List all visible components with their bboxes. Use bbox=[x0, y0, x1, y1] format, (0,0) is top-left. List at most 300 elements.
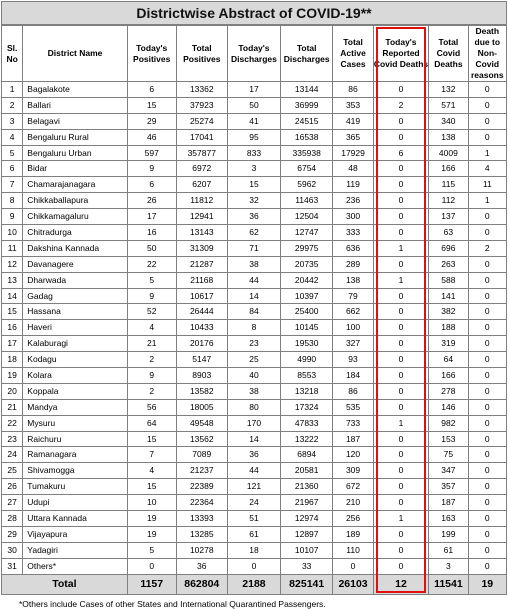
cell-total-deaths: 115 bbox=[429, 177, 468, 193]
table-row bbox=[2, 161, 507, 177]
cell-active-cases: 289 bbox=[333, 256, 373, 272]
cell-total-discharges: 5962 bbox=[281, 177, 333, 193]
cell-active-cases: 662 bbox=[333, 304, 373, 320]
cell-total-discharges: 20735 bbox=[281, 256, 333, 272]
cell-today-deaths: 6 bbox=[373, 145, 428, 161]
cell-total-discharges: 4990 bbox=[281, 352, 333, 368]
cell-today-discharges: 41 bbox=[227, 113, 280, 129]
cell-total-deaths: 571 bbox=[429, 97, 468, 113]
cell-non-covid-deaths: 1 bbox=[468, 193, 506, 209]
table-row bbox=[2, 256, 507, 272]
cell-district: Belagavi bbox=[23, 113, 127, 129]
cell-total-discharges: 13144 bbox=[281, 82, 333, 98]
cell-today-deaths: 1 bbox=[373, 415, 428, 431]
cell-today-positives: 46 bbox=[127, 129, 176, 145]
cell-sl: 24 bbox=[2, 447, 23, 463]
table-body bbox=[2, 82, 507, 575]
header-total-deaths: Total Covid Deaths bbox=[429, 26, 468, 82]
cell-total-deaths: 166 bbox=[429, 161, 468, 177]
cell-total-discharges: 6894 bbox=[281, 447, 333, 463]
header-today-discharges: Today's Discharges bbox=[227, 26, 280, 82]
table-row bbox=[2, 352, 507, 368]
cell-district: Bengaluru Urban bbox=[23, 145, 127, 161]
table-row bbox=[2, 383, 507, 399]
cell-total-positives: 22389 bbox=[176, 479, 227, 495]
cell-sl: 1 bbox=[2, 82, 23, 98]
cell-active-cases: 365 bbox=[333, 129, 373, 145]
cell-total-discharges: 25400 bbox=[281, 304, 333, 320]
cell-non-covid-deaths: 0 bbox=[468, 526, 506, 542]
cell-today-discharges: 14 bbox=[227, 288, 280, 304]
cell-sl: 20 bbox=[2, 383, 23, 399]
cell-today-positives: 15 bbox=[127, 479, 176, 495]
cell-sl: 31 bbox=[2, 558, 23, 574]
header-row bbox=[2, 26, 507, 82]
cell-total-discharges: 335938 bbox=[281, 145, 333, 161]
cell-total-deaths: 382 bbox=[429, 304, 468, 320]
cell-today-deaths: 0 bbox=[373, 209, 428, 225]
cell-active-cases: 119 bbox=[333, 177, 373, 193]
total-label: Total bbox=[2, 574, 128, 594]
cell-district: Kodagu bbox=[23, 352, 127, 368]
cell-total-deaths: 3 bbox=[429, 558, 468, 574]
cell-active-cases: 86 bbox=[333, 82, 373, 98]
cell-non-covid-deaths: 0 bbox=[468, 495, 506, 511]
cell-total-positives: 357877 bbox=[176, 145, 227, 161]
cell-today-discharges: 0 bbox=[227, 558, 280, 574]
cell-non-covid-deaths: 0 bbox=[468, 352, 506, 368]
table-row bbox=[2, 225, 507, 241]
cell-non-covid-deaths: 0 bbox=[468, 129, 506, 145]
cell-today-positives: 9 bbox=[127, 288, 176, 304]
cell-today-deaths: 0 bbox=[373, 320, 428, 336]
cell-active-cases: 333 bbox=[333, 225, 373, 241]
cell-active-cases: 93 bbox=[333, 352, 373, 368]
cell-non-covid-deaths: 0 bbox=[468, 463, 506, 479]
cell-total-deaths: 146 bbox=[429, 399, 468, 415]
cell-total-deaths: 263 bbox=[429, 256, 468, 272]
cell-total-positives: 21237 bbox=[176, 463, 227, 479]
cell-today-discharges: 36 bbox=[227, 447, 280, 463]
cell-today-deaths: 0 bbox=[373, 447, 428, 463]
cell-today-discharges: 95 bbox=[227, 129, 280, 145]
cell-today-positives: 0 bbox=[127, 558, 176, 574]
cell-active-cases: 210 bbox=[333, 495, 373, 511]
cell-total-discharges: 10145 bbox=[281, 320, 333, 336]
cell-non-covid-deaths: 0 bbox=[468, 288, 506, 304]
cell-sl: 22 bbox=[2, 415, 23, 431]
cell-non-covid-deaths: 0 bbox=[468, 558, 506, 574]
cell-today-deaths: 0 bbox=[373, 82, 428, 98]
cell-non-covid-deaths: 0 bbox=[468, 383, 506, 399]
cell-today-discharges: 84 bbox=[227, 304, 280, 320]
cell-total-discharges: 12747 bbox=[281, 225, 333, 241]
cell-district: Haveri bbox=[23, 320, 127, 336]
cell-district: Chamarajanagara bbox=[23, 177, 127, 193]
cell-today-deaths: 0 bbox=[373, 479, 428, 495]
cell-district: Chikkamagaluru bbox=[23, 209, 127, 225]
cell-today-discharges: 833 bbox=[227, 145, 280, 161]
total-row bbox=[2, 574, 507, 594]
cell-total-deaths: 112 bbox=[429, 193, 468, 209]
cell-total-discharges: 10107 bbox=[281, 542, 333, 558]
cell-today-discharges: 14 bbox=[227, 431, 280, 447]
cell-total-discharges: 21360 bbox=[281, 479, 333, 495]
cell-active-cases: 0 bbox=[333, 558, 373, 574]
cell-non-covid-deaths: 0 bbox=[468, 304, 506, 320]
cell-sl: 17 bbox=[2, 336, 23, 352]
cell-total-discharges: 16538 bbox=[281, 129, 333, 145]
cell-total-positives: 36 bbox=[176, 558, 227, 574]
cell-today-positives: 2 bbox=[127, 383, 176, 399]
table-row bbox=[2, 320, 507, 336]
cell-today-discharges: 170 bbox=[227, 415, 280, 431]
cell-district: Koppala bbox=[23, 383, 127, 399]
cell-non-covid-deaths: 0 bbox=[468, 447, 506, 463]
cell-total-deaths: 141 bbox=[429, 288, 468, 304]
cell-total-positives: 8903 bbox=[176, 368, 227, 384]
cell-total-deaths: 340 bbox=[429, 113, 468, 129]
cell-total-discharges: 24515 bbox=[281, 113, 333, 129]
cell-today-discharges: 18 bbox=[227, 542, 280, 558]
cell-total-deaths: 75 bbox=[429, 447, 468, 463]
cell-total-deaths: 982 bbox=[429, 415, 468, 431]
cell-today-deaths: 0 bbox=[373, 383, 428, 399]
cell-total-positives: 5147 bbox=[176, 352, 227, 368]
cell-non-covid-deaths: 0 bbox=[468, 272, 506, 288]
cell-total-discharges: 12974 bbox=[281, 511, 333, 527]
cell-non-covid-deaths: 0 bbox=[468, 82, 506, 98]
table-row bbox=[2, 129, 507, 145]
cell-today-positives: 50 bbox=[127, 240, 176, 256]
cell-today-deaths: 1 bbox=[373, 272, 428, 288]
cell-non-covid-deaths: 0 bbox=[468, 542, 506, 558]
table-row bbox=[2, 368, 507, 384]
cell-today-deaths: 0 bbox=[373, 352, 428, 368]
cell-total-positives: 22364 bbox=[176, 495, 227, 511]
cell-today-positives: 9 bbox=[127, 368, 176, 384]
footnote: *Others include Cases of other States and International Quarantined Passengers. bbox=[19, 598, 326, 609]
cell-today-deaths: 0 bbox=[373, 177, 428, 193]
cell-active-cases: 236 bbox=[333, 193, 373, 209]
cell-total-deaths: 61 bbox=[429, 542, 468, 558]
cell-total-positives: 10617 bbox=[176, 288, 227, 304]
header-total-positives: Total Positives bbox=[176, 26, 227, 82]
total-non-covid-deaths: 19 bbox=[468, 574, 506, 594]
cell-today-deaths: 0 bbox=[373, 336, 428, 352]
table-row bbox=[2, 82, 507, 98]
cell-total-deaths: 188 bbox=[429, 320, 468, 336]
cell-total-positives: 6972 bbox=[176, 161, 227, 177]
cell-total-discharges: 13218 bbox=[281, 383, 333, 399]
table-row bbox=[2, 447, 507, 463]
cell-total-deaths: 166 bbox=[429, 368, 468, 384]
cell-active-cases: 138 bbox=[333, 272, 373, 288]
total-active-cases: 26103 bbox=[333, 574, 373, 594]
cell-sl: 23 bbox=[2, 431, 23, 447]
cell-today-positives: 19 bbox=[127, 526, 176, 542]
cell-active-cases: 120 bbox=[333, 447, 373, 463]
cell-district: Uttara Kannada bbox=[23, 511, 127, 527]
cell-district: Mysuru bbox=[23, 415, 127, 431]
table-row bbox=[2, 558, 507, 574]
total-today-discharges: 2188 bbox=[227, 574, 280, 594]
cell-active-cases: 353 bbox=[333, 97, 373, 113]
cell-today-deaths: 1 bbox=[373, 511, 428, 527]
table-row bbox=[2, 272, 507, 288]
cell-total-deaths: 278 bbox=[429, 383, 468, 399]
cell-today-discharges: 25 bbox=[227, 352, 280, 368]
header-sl: Sl. No bbox=[2, 26, 23, 82]
cell-district: Others* bbox=[23, 558, 127, 574]
cell-today-discharges: 8 bbox=[227, 320, 280, 336]
cell-district: Davanagere bbox=[23, 256, 127, 272]
cell-today-positives: 7 bbox=[127, 447, 176, 463]
cell-active-cases: 327 bbox=[333, 336, 373, 352]
cell-today-positives: 5 bbox=[127, 542, 176, 558]
cell-total-deaths: 187 bbox=[429, 495, 468, 511]
cell-today-positives: 9 bbox=[127, 161, 176, 177]
cell-total-positives: 25274 bbox=[176, 113, 227, 129]
cell-sl: 26 bbox=[2, 479, 23, 495]
cell-district: Udupi bbox=[23, 495, 127, 511]
cell-total-discharges: 12897 bbox=[281, 526, 333, 542]
table-row bbox=[2, 511, 507, 527]
cell-total-discharges: 21967 bbox=[281, 495, 333, 511]
cell-active-cases: 100 bbox=[333, 320, 373, 336]
cell-today-deaths: 0 bbox=[373, 304, 428, 320]
cell-total-deaths: 64 bbox=[429, 352, 468, 368]
cell-non-covid-deaths: 0 bbox=[468, 511, 506, 527]
cell-sl: 11 bbox=[2, 240, 23, 256]
cell-total-deaths: 163 bbox=[429, 511, 468, 527]
cell-total-deaths: 357 bbox=[429, 479, 468, 495]
cell-today-discharges: 3 bbox=[227, 161, 280, 177]
table-row bbox=[2, 113, 507, 129]
cell-district: Dakshina Kannada bbox=[23, 240, 127, 256]
cell-total-discharges: 33 bbox=[281, 558, 333, 574]
cell-non-covid-deaths: 0 bbox=[468, 97, 506, 113]
cell-total-discharges: 19530 bbox=[281, 336, 333, 352]
cell-sl: 9 bbox=[2, 209, 23, 225]
cell-non-covid-deaths: 2 bbox=[468, 240, 506, 256]
cell-today-discharges: 62 bbox=[227, 225, 280, 241]
cell-today-discharges: 51 bbox=[227, 511, 280, 527]
table-row bbox=[2, 304, 507, 320]
cell-total-positives: 20176 bbox=[176, 336, 227, 352]
cell-sl: 21 bbox=[2, 399, 23, 415]
cell-sl: 5 bbox=[2, 145, 23, 161]
cell-non-covid-deaths: 0 bbox=[468, 209, 506, 225]
cell-district: Chikkaballapura bbox=[23, 193, 127, 209]
cell-today-positives: 6 bbox=[127, 82, 176, 98]
cell-total-positives: 37923 bbox=[176, 97, 227, 113]
cell-today-deaths: 0 bbox=[373, 463, 428, 479]
cell-today-deaths: 0 bbox=[373, 495, 428, 511]
cell-active-cases: 636 bbox=[333, 240, 373, 256]
cell-total-positives: 18005 bbox=[176, 399, 227, 415]
cell-total-positives: 10278 bbox=[176, 542, 227, 558]
cell-today-positives: 26 bbox=[127, 193, 176, 209]
cell-total-positives: 21168 bbox=[176, 272, 227, 288]
table-row bbox=[2, 145, 507, 161]
covid-abstract bbox=[1, 1, 507, 609]
table-row bbox=[2, 526, 507, 542]
cell-total-deaths: 696 bbox=[429, 240, 468, 256]
table-row bbox=[2, 288, 507, 304]
cell-sl: 19 bbox=[2, 368, 23, 384]
cell-non-covid-deaths: 1 bbox=[468, 145, 506, 161]
cell-total-deaths: 63 bbox=[429, 225, 468, 241]
cell-total-deaths: 4009 bbox=[429, 145, 468, 161]
cell-sl: 14 bbox=[2, 288, 23, 304]
cell-total-deaths: 347 bbox=[429, 463, 468, 479]
cell-total-discharges: 17324 bbox=[281, 399, 333, 415]
cell-total-discharges: 20442 bbox=[281, 272, 333, 288]
cell-non-covid-deaths: 0 bbox=[468, 225, 506, 241]
table-row bbox=[2, 495, 507, 511]
cell-active-cases: 672 bbox=[333, 479, 373, 495]
cell-sl: 13 bbox=[2, 272, 23, 288]
cell-total-positives: 13393 bbox=[176, 511, 227, 527]
cell-today-deaths: 0 bbox=[373, 542, 428, 558]
table-row bbox=[2, 431, 507, 447]
cell-today-discharges: 23 bbox=[227, 336, 280, 352]
cell-total-positives: 26444 bbox=[176, 304, 227, 320]
cell-today-positives: 56 bbox=[127, 399, 176, 415]
cell-sl: 4 bbox=[2, 129, 23, 145]
cell-today-discharges: 24 bbox=[227, 495, 280, 511]
cell-today-discharges: 121 bbox=[227, 479, 280, 495]
table-row bbox=[2, 209, 507, 225]
cell-district: Shivamogga bbox=[23, 463, 127, 479]
table-row bbox=[2, 97, 507, 113]
cell-today-deaths: 0 bbox=[373, 161, 428, 177]
cell-total-positives: 49548 bbox=[176, 415, 227, 431]
cell-district: Vijayapura bbox=[23, 526, 127, 542]
cell-district: Tumakuru bbox=[23, 479, 127, 495]
cell-total-positives: 13562 bbox=[176, 431, 227, 447]
cell-sl: 28 bbox=[2, 511, 23, 527]
table-row bbox=[2, 415, 507, 431]
cell-non-covid-deaths: 0 bbox=[468, 431, 506, 447]
cell-district: Bengaluru Rural bbox=[23, 129, 127, 145]
cell-district: Yadagiri bbox=[23, 542, 127, 558]
cell-sl: 18 bbox=[2, 352, 23, 368]
cell-total-discharges: 11463 bbox=[281, 193, 333, 209]
cell-today-positives: 15 bbox=[127, 431, 176, 447]
cell-today-positives: 4 bbox=[127, 463, 176, 479]
cell-active-cases: 309 bbox=[333, 463, 373, 479]
cell-district: Gadag bbox=[23, 288, 127, 304]
cell-non-covid-deaths: 11 bbox=[468, 177, 506, 193]
total-today-positives: 1157 bbox=[127, 574, 176, 594]
cell-today-discharges: 32 bbox=[227, 193, 280, 209]
cell-sl: 3 bbox=[2, 113, 23, 129]
table-row bbox=[2, 479, 507, 495]
cell-district: Kalaburagi bbox=[23, 336, 127, 352]
cell-today-positives: 10 bbox=[127, 495, 176, 511]
cell-total-positives: 13582 bbox=[176, 383, 227, 399]
cell-today-discharges: 38 bbox=[227, 383, 280, 399]
cell-active-cases: 187 bbox=[333, 431, 373, 447]
cell-total-positives: 10433 bbox=[176, 320, 227, 336]
cell-sl: 27 bbox=[2, 495, 23, 511]
cell-today-discharges: 80 bbox=[227, 399, 280, 415]
cell-active-cases: 256 bbox=[333, 511, 373, 527]
cell-sl: 15 bbox=[2, 304, 23, 320]
cell-active-cases: 535 bbox=[333, 399, 373, 415]
cell-sl: 10 bbox=[2, 225, 23, 241]
cell-district: Bagalakote bbox=[23, 82, 127, 98]
cell-non-covid-deaths: 0 bbox=[468, 256, 506, 272]
cell-today-positives: 597 bbox=[127, 145, 176, 161]
table-row bbox=[2, 193, 507, 209]
cell-total-positives: 21287 bbox=[176, 256, 227, 272]
cell-active-cases: 86 bbox=[333, 383, 373, 399]
cell-district: Raichuru bbox=[23, 431, 127, 447]
cell-today-deaths: 0 bbox=[373, 558, 428, 574]
total-discharges: 825141 bbox=[281, 574, 333, 594]
table-row bbox=[2, 336, 507, 352]
cell-total-discharges: 8553 bbox=[281, 368, 333, 384]
cell-total-discharges: 13222 bbox=[281, 431, 333, 447]
cell-active-cases: 189 bbox=[333, 526, 373, 542]
cell-today-deaths: 0 bbox=[373, 129, 428, 145]
cell-today-discharges: 50 bbox=[227, 97, 280, 113]
cell-sl: 12 bbox=[2, 256, 23, 272]
cell-today-deaths: 0 bbox=[373, 256, 428, 272]
cell-today-positives: 4 bbox=[127, 320, 176, 336]
cell-total-positives: 31309 bbox=[176, 240, 227, 256]
header-active-cases: Total Active Cases bbox=[333, 26, 373, 82]
cell-total-positives: 6207 bbox=[176, 177, 227, 193]
cell-total-positives: 17041 bbox=[176, 129, 227, 145]
cell-today-positives: 22 bbox=[127, 256, 176, 272]
cell-total-deaths: 137 bbox=[429, 209, 468, 225]
cell-non-covid-deaths: 4 bbox=[468, 161, 506, 177]
cell-today-positives: 5 bbox=[127, 272, 176, 288]
cell-today-deaths: 2 bbox=[373, 97, 428, 113]
cell-today-discharges: 44 bbox=[227, 272, 280, 288]
cell-today-positives: 29 bbox=[127, 113, 176, 129]
cell-district: Kolara bbox=[23, 368, 127, 384]
cell-total-discharges: 12504 bbox=[281, 209, 333, 225]
cell-total-discharges: 10397 bbox=[281, 288, 333, 304]
cell-sl: 16 bbox=[2, 320, 23, 336]
cell-non-covid-deaths: 0 bbox=[468, 336, 506, 352]
cell-today-deaths: 0 bbox=[373, 113, 428, 129]
cell-sl: 25 bbox=[2, 463, 23, 479]
district-table bbox=[1, 25, 507, 595]
cell-total-deaths: 319 bbox=[429, 336, 468, 352]
cell-non-covid-deaths: 0 bbox=[468, 415, 506, 431]
cell-total-positives: 13362 bbox=[176, 82, 227, 98]
cell-total-positives: 11812 bbox=[176, 193, 227, 209]
cell-today-positives: 21 bbox=[127, 336, 176, 352]
cell-today-deaths: 0 bbox=[373, 368, 428, 384]
cell-total-deaths: 153 bbox=[429, 431, 468, 447]
table-row bbox=[2, 399, 507, 415]
cell-today-deaths: 0 bbox=[373, 399, 428, 415]
table-title: Districtwise Abstract of COVID-19** bbox=[1, 1, 507, 25]
cell-total-positives: 13143 bbox=[176, 225, 227, 241]
cell-today-positives: 52 bbox=[127, 304, 176, 320]
cell-today-positives: 15 bbox=[127, 97, 176, 113]
cell-total-discharges: 29975 bbox=[281, 240, 333, 256]
cell-active-cases: 419 bbox=[333, 113, 373, 129]
total-today-deaths: 12 bbox=[373, 574, 428, 594]
